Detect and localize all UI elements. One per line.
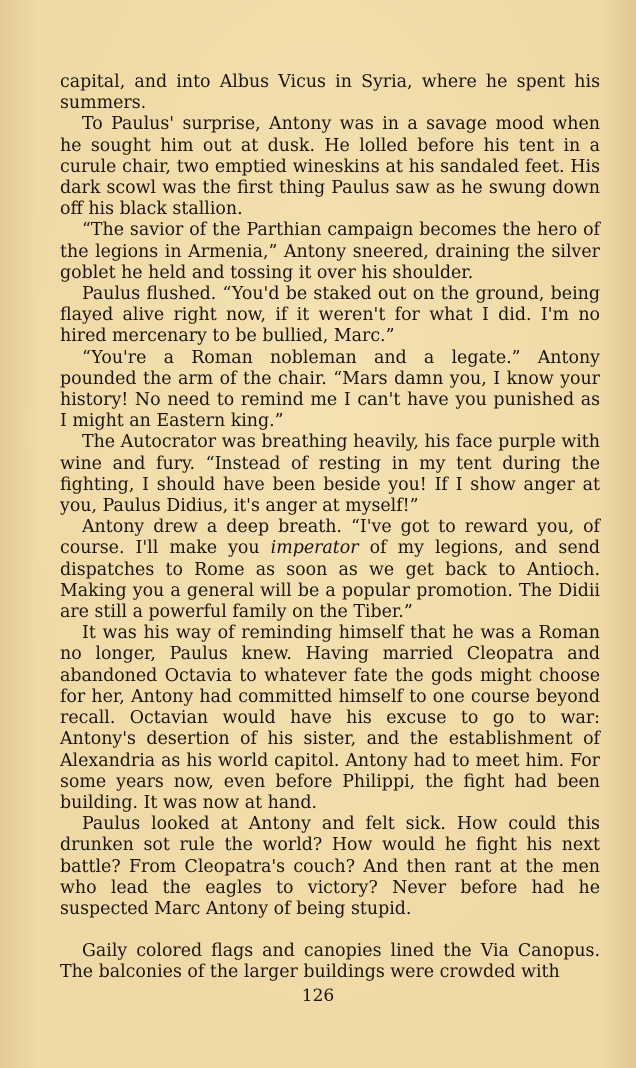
- paragraph: Paulus looked at Antony and felt sick. How could this drunken sot rule the world? How would he fight his next battle? From Cleopatra's couch? And then rant at the men who lead the eagles to victory? Never before had he suspected Marc Antony of being stupid.: [60, 814, 600, 919]
- paragraph: It was his way of reminding himself that he was a Roman no longer, Paulus knew. Having married Cleopatra and abandoned Octavia to whatever fate the gods might choose for her, Antony had committed himself to one course beyond recall. Octavian would have his excuse to go to war: Antony's desertion of his sister, and the establishment of Alexandria as his world capitol. Antony had to meet him. For some years now, even before Philippi, the fight had been building. It was now at hand.: [60, 623, 600, 813]
- paragraph: “You're a Roman nobleman and a legate.” Antony pounded the arm of the chair. “Mars damn you, I know your history! No need to remind me I can't have you punished as I might an Eastern king.”: [60, 347, 600, 432]
- paragraph: [60, 517, 600, 623]
- italic-word: imperator: [270, 538, 359, 559]
- body-text: [60, 72, 600, 984]
- page-number: 126: [301, 986, 335, 1006]
- paragraph: To Paulus' surprise, Antony was in a savage mood when he sought him out at dusk. He lolled before his tent in a curule chair, two emptied wineskins at his sandaled feet. His dark scowl was the first thing Paulus saw as he swung down off his black stallion.: [60, 114, 600, 220]
- text-run: Antony drew a deep breath. “I've got to reward you, of course. I'll make you: [60, 517, 600, 559]
- paragraph: capital, and into Albus Vicus in Syria, where he spent his summers.: [60, 72, 600, 114]
- text-run: of my legions, and send dispatches to Rome as soon as we get back to Antioch. Making you a general will be a popular promotion. The Didii are still a powerful family on the Tiber.”: [60, 538, 600, 623]
- paragraph: “The savior of the Parthian campaign becomes the hero of the legions in Armenia,” Antony sneered, draining the silver goblet he held and tossing it over his shoulder.: [60, 220, 600, 283]
- paragraph: The Autocrator was breathing heavily, his face purple with wine and fury. “Instead of resting in my tent during the fighting, I should have been beside you! If I show anger at you, Paulus Didius, it's anger at myself!”: [60, 432, 600, 517]
- paragraph: Paulus flushed. “You'd be staked out on the ground, being flayed alive right now, if it weren't for what I did. I'm no hired mercenary to be bullied, Marc.”: [60, 284, 600, 347]
- paragraph: Gaily colored flags and canopies lined the Via Canopus. The balconies of the larger buildings were crowded with: [60, 941, 600, 983]
